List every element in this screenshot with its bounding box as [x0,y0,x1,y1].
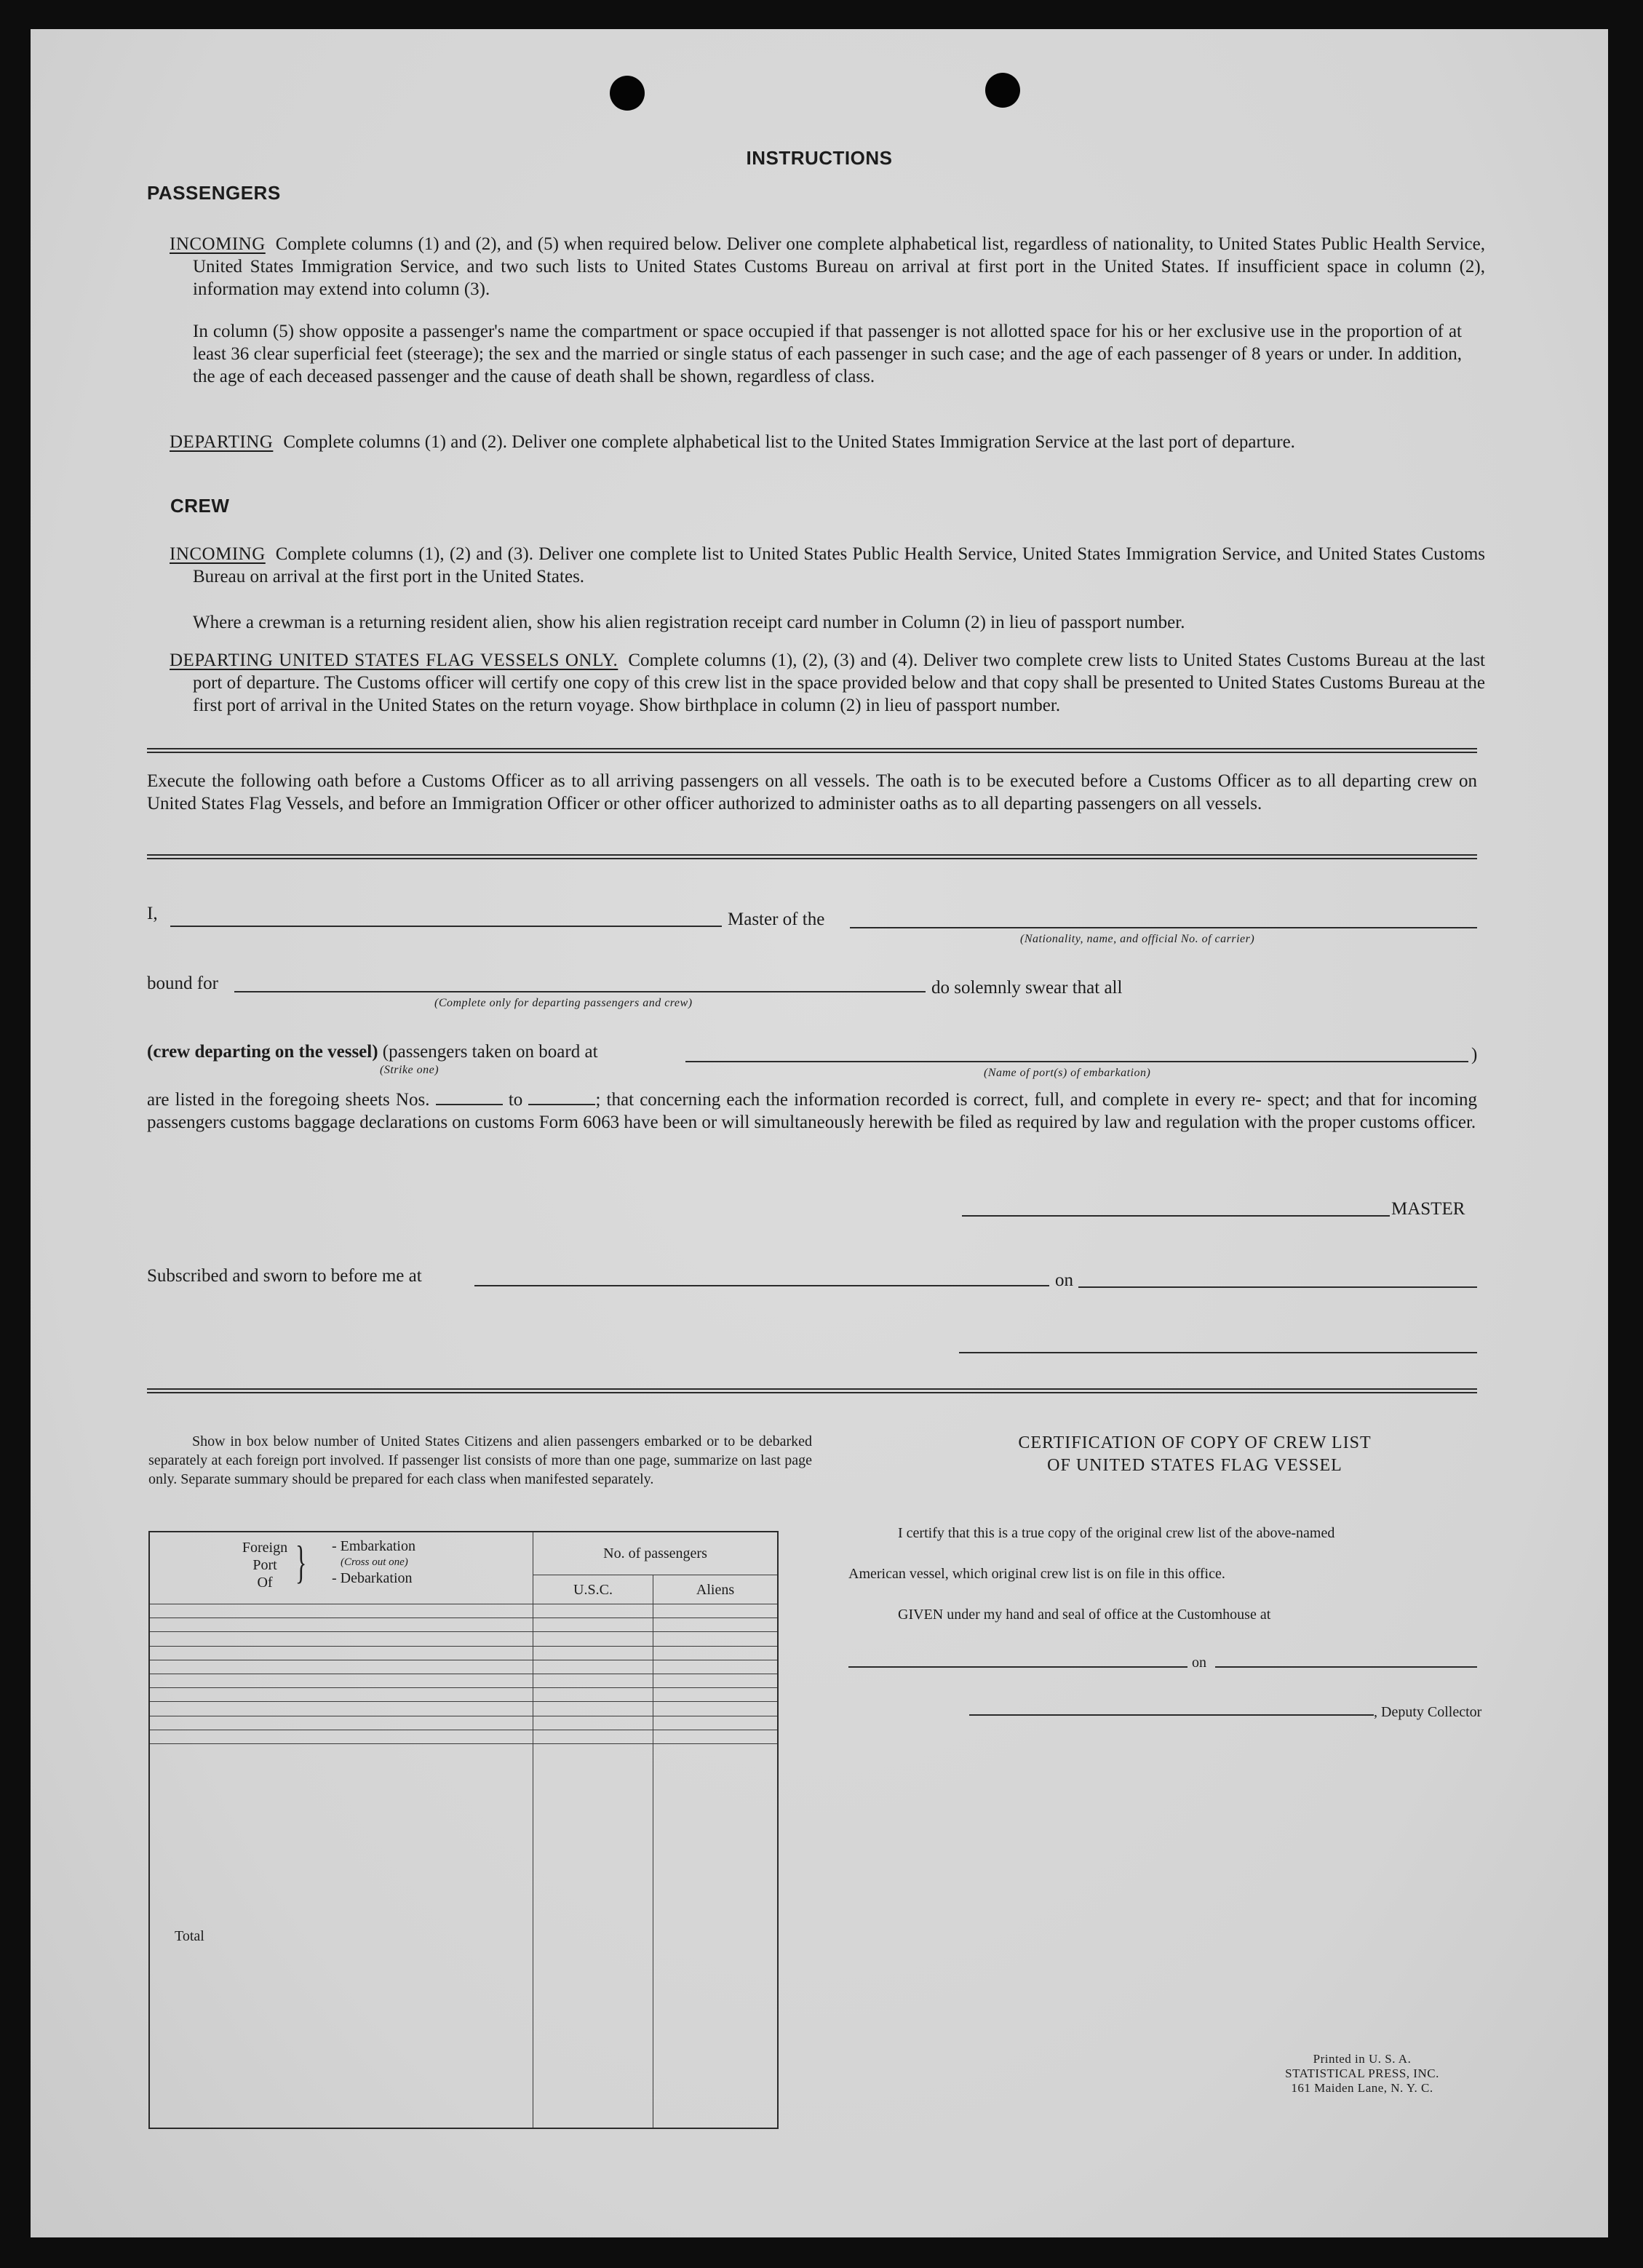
table-row [149,1604,778,1618]
subscribed-label: Subscribed and sworn to before me at [147,1266,422,1286]
page-title: INSTRUCTIONS [746,147,893,169]
crew-departing-lead: DEPARTING UNITED STATES FLAG VESSELS ONLY. [170,650,618,670]
port-cell[interactable] [149,1632,533,1646]
officer-signature-field[interactable] [959,1352,1477,1353]
usc-cell[interactable] [533,1702,653,1716]
table-row [149,1632,778,1646]
usc-cell[interactable] [533,1646,653,1660]
aliens-cell[interactable] [653,1646,779,1660]
total-row [149,1744,778,2128]
usc-cell[interactable] [533,1688,653,1702]
imprint-line-2: STATISTICAL PRESS, INC. [1285,2066,1439,2080]
deputy-collector-label: , Deputy Collector [1374,1704,1482,1720]
usc-total-cell[interactable] [533,1744,653,2128]
debarkation-option[interactable]: - Debarkation [332,1570,413,1586]
listed-text-a: are listed in the foregoing sheets Nos. [147,1090,430,1110]
carrier-caption: (Nationality, name, and official No. of carrier) [1020,933,1255,945]
embarkation-option[interactable]: - Embarkation [332,1538,415,1554]
subscribed-place-field[interactable] [474,1285,1049,1286]
aliens-cell[interactable] [653,1730,779,1743]
punch-hole [610,76,645,111]
passengers-incoming-paragraph [170,233,1485,301]
listed-to-label: to [508,1090,523,1110]
certification-date-field[interactable] [1215,1666,1477,1668]
imprint-line-3: 161 Maiden Lane, N. Y. C. [1291,2081,1433,2095]
passengers-departing-paragraph [170,431,1485,453]
aliens-cell[interactable] [653,1604,779,1618]
port-cell[interactable] [149,1674,533,1688]
departing-lead: DEPARTING [170,432,274,452]
sheet-to-field[interactable] [528,1091,595,1105]
bound-caption: (Complete only for departing passengers and crew) [434,997,693,1009]
aliens-cell[interactable] [653,1618,779,1632]
table-row [149,1730,778,1743]
listed-text-b: ; that concerning each the information recorded is correct, full, and complete in every re- [595,1090,1262,1110]
port-cell[interactable] [149,1716,533,1730]
certification-text-3: GIVEN under my hand and seal of office at the Customhouse at [898,1607,1271,1623]
of-label: Of [257,1575,273,1591]
aliens-cell[interactable] [653,1674,779,1688]
swear-text: do solemnly swear that all [931,978,1123,998]
usc-cell[interactable] [533,1730,653,1743]
sheet-from-field[interactable] [436,1091,503,1105]
bound-for-label: bound for [147,974,218,993]
port-caption: (Name of port(s) of embarkation) [984,1067,1151,1079]
passenger-summary-table [148,1531,779,2129]
table-row [149,1646,778,1660]
aliens-cell[interactable] [653,1632,779,1646]
incoming-lead: INCOMING [170,234,266,254]
crew-incoming-paragraph [170,543,1485,588]
listed-paragraph [147,1089,1477,1134]
port-cell[interactable] [149,1688,533,1702]
form-sheet [31,29,1608,2237]
close-paren: ) [1471,1045,1478,1065]
passengers-heading: PASSENGERS [147,182,281,204]
certification-text-2: American vessel, which original crew list is on file in this office. [848,1566,1225,1582]
certification-heading [846,1432,1544,1477]
crew-incoming-text: Complete columns (1), (2) and (3). Deliver one complete list to United States Public Health Service, United States Immigration Service, and United States Customs Bureau on arrival at the first port in the United States. [193,544,1485,586]
aliens-cell[interactable] [653,1688,779,1702]
resident-alien-paragraph: Where a crewman is a returning resident alien, show his alien registration receipt card number in Column (2) in lieu of passport number. [193,613,1185,632]
crew-departing-paragraph [170,649,1485,717]
table-row [149,1688,778,1702]
table-row [149,1716,778,1730]
section-divider [147,1388,1477,1393]
usc-cell[interactable] [533,1660,653,1674]
crew-incoming-lead: INCOMING [170,544,266,564]
table-row [149,1618,778,1632]
crew-departing-text: Complete columns (1), (2), (3) and (4). Deliver two complete crew lists to United States Customs Bureau at the last port of departure. The Customs officer will certify one copy of this crew list in the space provided below and that copy shall be presented to United States Customs Bureau at the first port of arrival in the United States on the return voyage. Show birthplace in column (2) in lieu of passport number. [193,650,1485,715]
deputy-signature-field[interactable] [969,1714,1374,1716]
crew-departing-option[interactable]: (crew departing on the vessel) [147,1042,378,1062]
aliens-cell[interactable] [653,1702,779,1716]
port-cell[interactable] [149,1730,533,1743]
embarkation-port-field[interactable] [685,1061,1468,1062]
total-label: Total [149,1744,533,2128]
passengers-taken-option[interactable]: (passengers taken on board at [382,1042,598,1062]
usc-cell[interactable] [533,1618,653,1632]
bound-for-field[interactable] [234,991,926,992]
printer-imprint [1260,2052,1464,2096]
aliens-total-cell[interactable] [653,1744,779,2128]
no-of-passengers-header: No. of passengers [533,1532,779,1575]
punch-hole [985,73,1020,108]
port-header: Foreign Port Of } - Embarkation (Cross out one) - Debarkation [149,1532,533,1604]
port-cell[interactable] [149,1660,533,1674]
customhouse-field[interactable] [848,1666,1188,1668]
subscribed-on-label: on [1055,1270,1073,1290]
port-cell[interactable] [149,1646,533,1660]
port-cell[interactable] [149,1618,533,1632]
incoming-text: Complete columns (1) and (2), and (5) when required below. Deliver one complete alphabetical list, regardless of nationality, to United States Public Health Service, United States Immigration Service, and two such lists to United States Customs Bureau on arrival at first port in the United States. If insufficient space in column (2), information may extend into column (3). [193,234,1485,299]
departing-text: Complete columns (1) and (2). Deliver one complete alphabetical list to the United States Immigration Service at the last port of departure. [283,432,1295,452]
subscribed-date-field[interactable] [1078,1286,1477,1288]
column5-paragraph: In column (5) show opposite a passenger's name the compartment or space occupied if that passenger is not allotted space for his or her exclusive use in the proportion of at least 36 clear superficial feet (steerage); the sex and the married or single status of each passenger in such case; and the age of each passenger of 8 years or under. In addition, the age of each deceased passenger and the cause of death shall be shown, regardless of class. [193,322,1462,386]
master-of-label: Master of the [728,910,825,929]
i-label: I, [147,904,158,923]
master-name-field[interactable] [170,926,722,927]
crew-heading: CREW [170,495,230,517]
port-cell[interactable] [149,1604,533,1618]
oath-intro: Execute the following oath before a Customs Officer as to all arriving passengers on all vessels. The oath is to be executed before a Customs Officer as to all departing crew on United States Flag Vessels, and before an Immigration Officer or other officer authorized to administer oaths as to all departing passengers on all vessels. [147,771,1477,813]
usc-cell[interactable] [533,1716,653,1730]
carrier-field[interactable] [850,927,1477,928]
certification-heading-line1: CERTIFICATION OF COPY OF CREW LIST [1018,1433,1372,1452]
listed-text-c: spect; and that for incoming passengers customs baggage declarations on customs Form 6063 have been or will simultaneously herewith be filed as required by law and regulation with the proper customs officer. [147,1090,1478,1132]
master-signature-field[interactable] [962,1215,1390,1217]
table-row [149,1674,778,1688]
usc-cell[interactable] [533,1674,653,1688]
foreign-label: Foreign [242,1540,288,1556]
aliens-cell[interactable] [653,1716,779,1730]
port-label: Port [252,1557,277,1573]
table-row [149,1702,778,1716]
aliens-cell[interactable] [653,1660,779,1674]
usc-header: U.S.C. [533,1575,653,1604]
summary-instructions: Show in box below number of United States Citizens and alien passengers embarked or to be debarked separately at each foreign port involved. If passenger list consists of more than one page, summarize on last page only. Separate summary should be prepared for each class when manifested separately. [148,1433,812,1487]
aliens-header: Aliens [653,1575,779,1604]
usc-cell[interactable] [533,1632,653,1646]
section-divider [147,854,1477,859]
strike-one-line [147,1042,598,1062]
certification-on-label: on [1192,1655,1206,1671]
certification-heading-line2: OF UNITED STATES FLAG VESSEL [1047,1456,1342,1475]
imprint-line-1: Printed in U. S. A. [1313,2052,1412,2066]
cross-out-caption: (Cross out one) [341,1556,408,1568]
section-divider [147,748,1477,753]
table-row [149,1660,778,1674]
usc-cell[interactable] [533,1604,653,1618]
strike-caption: (Strike one) [380,1064,439,1076]
master-label: MASTER [1391,1199,1465,1219]
port-cell[interactable] [149,1702,533,1716]
certification-text-1: I certify that this is a true copy of the original crew list of the above-named [898,1525,1335,1541]
